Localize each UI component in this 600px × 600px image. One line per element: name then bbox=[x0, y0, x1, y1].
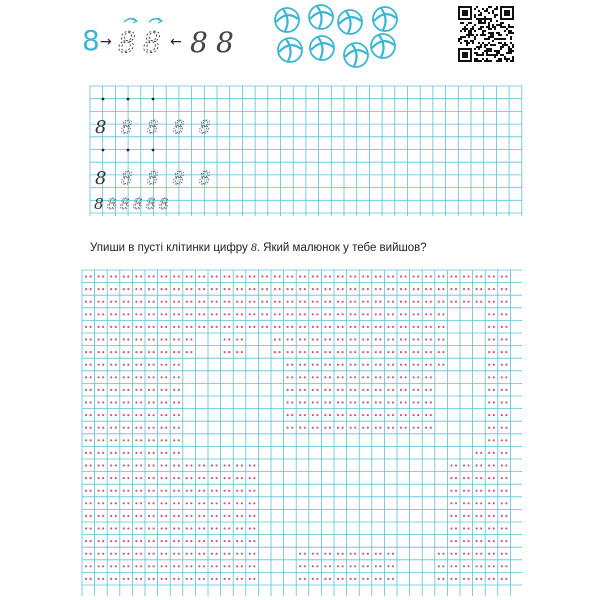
ball-icon bbox=[338, 10, 362, 34]
practice-digit: 8 bbox=[107, 195, 117, 213]
practice-row-1 bbox=[95, 117, 210, 138]
practice-digit: 8 bbox=[133, 195, 143, 213]
qr-code-icon bbox=[456, 4, 516, 64]
practice-digit: 8 bbox=[94, 195, 104, 213]
practice-digit: 8 bbox=[121, 117, 133, 138]
digit-sequence bbox=[82, 18, 234, 59]
coloring-grid bbox=[82, 270, 522, 596]
ball-icon bbox=[310, 36, 334, 60]
arrow-left-icon: ← bbox=[170, 34, 182, 50]
practice-digit: 8 bbox=[147, 168, 159, 189]
practice-digit: 8 bbox=[95, 168, 107, 189]
instruction-digit: 8 bbox=[251, 242, 257, 254]
traced-digit-1 bbox=[118, 18, 137, 59]
svg-text:8: 8 bbox=[143, 26, 161, 59]
start-digit: 8 bbox=[82, 24, 100, 57]
practice-digit: 8 bbox=[147, 117, 159, 138]
practice-rows bbox=[94, 98, 210, 213]
ball-icon bbox=[344, 43, 368, 67]
practice-digit: 8 bbox=[173, 117, 185, 138]
arrow-right-icon: → bbox=[100, 34, 112, 50]
traced-digit-2 bbox=[143, 18, 162, 59]
practice-row-2 bbox=[95, 168, 210, 189]
balls-group bbox=[275, 5, 397, 67]
practice-dots-row-2 bbox=[102, 149, 155, 152]
practice-digit: 8 bbox=[121, 168, 133, 189]
practice-digit: 8 bbox=[146, 195, 156, 213]
ball-icon bbox=[309, 5, 333, 29]
ball-icon bbox=[371, 34, 395, 58]
ball-icon bbox=[278, 38, 302, 62]
practice-digit: 8 bbox=[95, 117, 107, 138]
practice-digit: 8 bbox=[199, 168, 211, 189]
practice-row-3 bbox=[94, 195, 169, 213]
instruction-text: Упиши в пусті клітинки цифру 8. Який малюнок у тебе вийшов? bbox=[90, 242, 427, 254]
ball-icon bbox=[275, 8, 299, 32]
practice-digit: 8 bbox=[199, 117, 211, 138]
practice-digit: 8 bbox=[120, 195, 130, 213]
end-digit-1: 8 bbox=[190, 26, 208, 59]
ball-icon bbox=[373, 7, 397, 31]
svg-text:8: 8 bbox=[118, 26, 136, 59]
end-digit-2: 8 bbox=[216, 26, 234, 59]
practice-digit: 8 bbox=[173, 168, 185, 189]
practice-digit: 8 bbox=[159, 195, 169, 213]
